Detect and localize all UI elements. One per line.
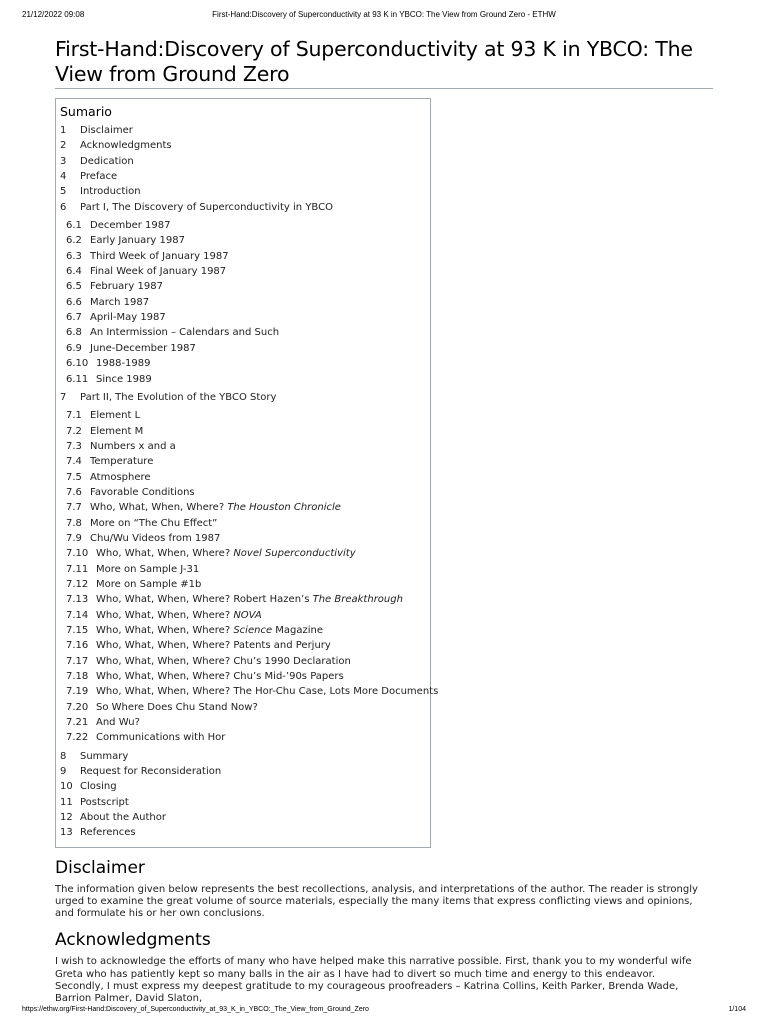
toc-label-italic: NOVA [233,609,262,621]
toc-number: 7.9 [66,532,82,544]
toc-label: Preface [80,171,118,183]
toc-link-9[interactable] [60,766,221,777]
toc-label: June-December 1987 [90,342,196,354]
toc-label: Who, What, When, Where? Chu’s 1990 Declaration [96,655,351,667]
toc-item[interactable] [66,372,426,387]
toc-item[interactable] [60,154,426,169]
toc-label: Chu/Wu Videos from 1987 [90,532,221,544]
toc-label: Final Week of January 1987 [90,266,227,278]
toc-item[interactable] [60,779,426,794]
print-footer [22,1006,746,1018]
toc-link-7-20[interactable] [66,702,258,713]
toc-number: 6.8 [66,327,82,339]
print-header [22,10,746,22]
toc-item[interactable] [66,562,426,577]
toc-link-5[interactable] [60,186,141,197]
toc-list-top [60,123,426,215]
toc-number: 6 [60,201,67,213]
toc-label: More on “The Chu Effect” [90,517,218,529]
toc-label: Early January 1987 [90,235,185,247]
toc-item[interactable] [66,592,426,607]
toc-item[interactable] [66,264,426,279]
page-title-line2: View from Ground Zero [55,62,290,86]
toc-label: Who, What, When, Where? [96,548,234,560]
toc-link-7-12[interactable] [66,579,201,590]
toc-item[interactable] [60,200,426,215]
toc-number: 1 [60,125,67,136]
toc-link-7-15[interactable] [66,625,323,636]
toc-label: Part I, The Discovery of Superconductivity in YBCO [80,201,333,213]
toc-number: 6.3 [66,250,82,262]
toc-link-6-8[interactable] [66,327,279,338]
toc-link-6-11[interactable] [66,374,152,385]
toc-label: So Where Does Chu Stand Now? [96,701,258,713]
toc-item[interactable] [60,810,426,825]
toc-item[interactable] [66,408,426,423]
toc-item[interactable] [60,825,426,840]
toc-label: 1988-1989 [96,358,151,370]
toc-number: 6.10 [66,358,89,370]
toc-link-7-10[interactable] [66,548,356,559]
toc-number: 7.17 [66,655,89,667]
toc-number: 4 [60,171,67,183]
toc-label: Summary [80,750,129,762]
toc-number: 7.8 [66,517,82,529]
page-title-line1: First-Hand:Discovery of Superconductivity at 93 K in YBCO: The [55,37,693,61]
toc-item[interactable] [66,279,426,294]
toc-link-6-1[interactable] [66,220,170,231]
toc-label-italic: The Breakthrough [312,594,403,606]
toc-number: 10 [60,781,73,793]
toc-number: 6.7 [66,312,82,324]
toc-item[interactable] [66,623,426,638]
disclaimer-heading: Disclaimer [55,857,145,878]
toc-link-7-22[interactable] [66,732,225,743]
toc-number: 5 [60,186,67,198]
toc-item[interactable] [66,454,426,469]
toc-link-6-5[interactable] [66,281,163,292]
toc-number: 7.5 [66,471,82,483]
toc-label-italic: The Houston Chronicle [227,502,341,514]
toc-label: Dedication [80,155,134,167]
toc-label-italic: Novel Superconductivity [233,548,356,560]
toc-label: Who, What, When, Where? Chu’s Mid-’90s Papers [96,671,344,683]
toc-label: Communications with Hor [96,732,226,744]
toc-label: Postscript [80,796,129,808]
toc-link-7-9[interactable] [66,533,220,544]
toc-label-suffix: Magazine [272,625,324,636]
toc-link-6-9[interactable] [66,343,196,354]
toc-number: 6.4 [66,266,82,278]
toc-link-12[interactable] [60,812,166,823]
toc-label: Part II, The Evolution of the YBCO Story [80,391,277,403]
toc-label: Acknowledgments [80,140,172,152]
toc-item[interactable] [66,218,426,233]
toc-title: Sumario [60,104,112,119]
toc-label: Temperature [90,456,154,468]
toc-label: Atmosphere [90,471,151,483]
toc-item[interactable] [60,390,426,405]
toc-number: 7.19 [66,686,89,698]
toc-item[interactable] [60,795,426,810]
toc-item[interactable] [66,233,426,248]
toc-label: Who, What, When, Where? Patents and Perjury [96,640,331,652]
toc-number: 6.11 [66,373,89,385]
toc-link-6-10[interactable] [66,358,151,369]
toc-label: Element L [90,410,141,422]
toc-item[interactable] [66,295,426,310]
toc-number: 12 [60,812,73,824]
toc-link-7-3[interactable] [66,441,176,452]
toc-label: More on Sample #1b [96,578,202,590]
toc-label: Who, What, When, Where? [90,502,228,514]
toc-link-6-6[interactable] [66,297,149,308]
toc-number: 7.2 [66,425,82,437]
toc-label-italic: Science [233,625,273,636]
toc-item[interactable] [66,730,426,745]
toc-item[interactable] [66,608,426,623]
toc-item[interactable] [66,500,426,515]
toc-number: 8 [60,750,67,762]
toc-label: An Intermission – Calendars and Such [90,327,280,339]
toc-number: 13 [60,827,73,839]
toc-link-7-7[interactable] [66,502,341,513]
toc-number: 11 [60,796,73,808]
toc-link-7-1[interactable] [66,410,140,421]
toc-label: Disclaimer [80,125,133,136]
toc-number: 6.6 [66,296,82,308]
toc-link-1[interactable] [60,125,133,136]
toc-item[interactable] [66,638,426,653]
toc-number: 7.12 [66,578,89,590]
toc-label: Request for Reconsideration [80,766,222,778]
toc-item[interactable] [60,123,426,138]
acknowledgments-heading: Acknowledgments [55,930,211,951]
toc-item[interactable] [66,700,426,715]
toc-link-7-11[interactable] [66,564,199,575]
toc-item[interactable] [66,654,426,669]
toc-number: 6.1 [66,220,82,232]
print-page-number: 1/104 [728,1006,746,1013]
toc-number: 7.4 [66,456,82,468]
toc-link-7-16[interactable] [66,640,331,651]
toc-item[interactable] [60,138,426,153]
toc-label: About the Author [80,812,167,824]
toc-link-6-4[interactable] [66,266,226,277]
toc-link-3[interactable] [60,156,134,167]
toc-number: 7.11 [66,563,89,575]
toc-link-11[interactable] [60,797,129,808]
toc-item[interactable] [66,341,426,356]
toc-number: 7.13 [66,594,89,606]
toc-number: 7.21 [66,717,89,729]
page-title [55,37,713,89]
toc-link-7[interactable] [60,392,276,403]
toc-item[interactable] [66,715,426,730]
toc-link-7-18[interactable] [66,671,344,682]
toc-label: Who, What, When, Where? [96,609,234,621]
toc-label: Closing [80,781,117,793]
toc-label: Favorable Conditions [90,486,195,498]
toc-number: 7.20 [66,701,89,713]
toc-item[interactable] [66,424,426,439]
toc-label: More on Sample J-31 [96,563,200,575]
toc-item[interactable] [60,764,426,779]
toc-number: 7.15 [66,625,89,636]
print-url: https://ethw.org/First-Hand:Discovery_of_Superconductivity_at_93_K_in_YBCO:_The_View_from_Ground_Zero [22,1006,369,1013]
toc-link-6-2[interactable] [66,235,185,246]
toc-number: 6.2 [66,235,82,247]
toc-label: Who, What, When, Where? Robert Hazen’s [96,594,313,606]
toc-item[interactable] [66,546,426,561]
toc-list-end [60,749,426,841]
acknowledgments-text: I wish to acknowledge the efforts of many who have helped make this narrative possible. First, thank you to my wonderful wife Greta who has patiently kept so many balls in the air as I have had to divert so much time and energy to this endeavor. Secondly, I must express my deepest gratitude to my courageous proofreaders – Katrina Collins, Keith Parker, Brenda Wade, Barrion Palmer, David Slaton, [55,956,692,1005]
toc-link-10[interactable] [60,781,117,792]
toc-item[interactable] [66,310,426,325]
print-date: 21/12/2022 09:08 [22,10,85,19]
toc-item[interactable] [66,439,426,454]
toc-number: 9 [60,766,67,778]
toc-item[interactable] [66,485,426,500]
toc-item[interactable] [66,577,426,592]
toc-label: April-May 1987 [90,312,166,324]
toc-item[interactable] [66,531,426,546]
toc-item[interactable] [60,169,426,184]
toc-label: Element M [90,425,144,437]
toc-number: 7.6 [66,486,82,498]
toc-label: Who, What, When, Where? The Hor-Chu Case, Lots More Documents [96,686,439,698]
toc-number: 3 [60,155,67,167]
toc-number: 6.9 [66,342,82,354]
toc-link-7-4[interactable] [66,456,153,467]
toc-link-7-17[interactable] [66,656,351,667]
toc-number: 7.3 [66,440,82,452]
toc-link-6-3[interactable] [66,251,229,262]
print-page-title: First-Hand:Discovery of Superconductivity at 93 K in YBCO: The View from Ground Zero - ETHW [212,10,556,19]
toc-label: Since 1989 [96,373,152,385]
toc-link-7-21[interactable] [66,717,140,728]
toc-number: 7.10 [66,548,89,560]
toc-link-6[interactable] [60,202,333,213]
toc-number: 6.5 [66,281,82,293]
toc-item[interactable] [60,184,426,199]
toc-number: 7.18 [66,671,89,683]
toc-item[interactable] [66,356,426,371]
toc-item[interactable] [60,749,426,764]
toc-link-4[interactable] [60,171,117,182]
toc-link-7-8[interactable] [66,518,217,529]
toc-label: Who, What, When, Where? [96,625,234,636]
toc-item[interactable] [66,470,426,485]
toc-link-7-2[interactable] [66,426,143,437]
toc-number: 7.1 [66,410,82,422]
toc-item[interactable] [66,669,426,684]
toc-label: February 1987 [90,281,163,293]
toc-link-7-13[interactable] [66,594,403,605]
toc-number: 7.14 [66,609,89,621]
toc-item[interactable] [66,684,439,699]
toc-label: Introduction [80,186,141,198]
toc-item[interactable] [66,325,426,340]
toc-label: And Wu? [96,717,140,729]
toc-link-2[interactable] [60,140,172,151]
disclaimer-text: The information given below represents the best recollections, analysis, and interpretations of the author. The reader is strongly urged to examine the great volume of source materials, especially the many items that express conflicting views and opinions, and formulate his or her own conclusions. [55,883,698,920]
toc-list-part-1 [60,218,426,387]
toc-list-part-2-heading [60,390,426,405]
toc-number: 7 [60,391,67,403]
article-content [55,37,713,1005]
toc-label: December 1987 [90,220,171,232]
toc-number: 7.7 [66,502,82,514]
toc-list-part-2 [60,408,439,746]
toc-label: Third Week of January 1987 [90,250,229,262]
toc-item[interactable] [66,249,426,264]
toc-link-7-5[interactable] [66,472,151,483]
toc-link-7-14[interactable] [66,610,262,621]
toc-link-7-6[interactable] [66,487,195,498]
toc-link-7-19[interactable] [66,686,438,697]
table-of-contents [55,98,439,848]
toc-number: 7.16 [66,640,89,652]
toc-label: Numbers x and a [90,440,176,452]
toc-link-13[interactable] [60,827,136,838]
toc-link-8[interactable] [60,751,128,762]
toc-label: References [80,827,136,839]
toc-link-6-7[interactable] [66,312,166,323]
toc-item[interactable] [66,516,426,531]
toc-number: 2 [60,140,67,152]
toc-label: March 1987 [90,296,150,308]
toc-number: 7.22 [66,732,89,744]
